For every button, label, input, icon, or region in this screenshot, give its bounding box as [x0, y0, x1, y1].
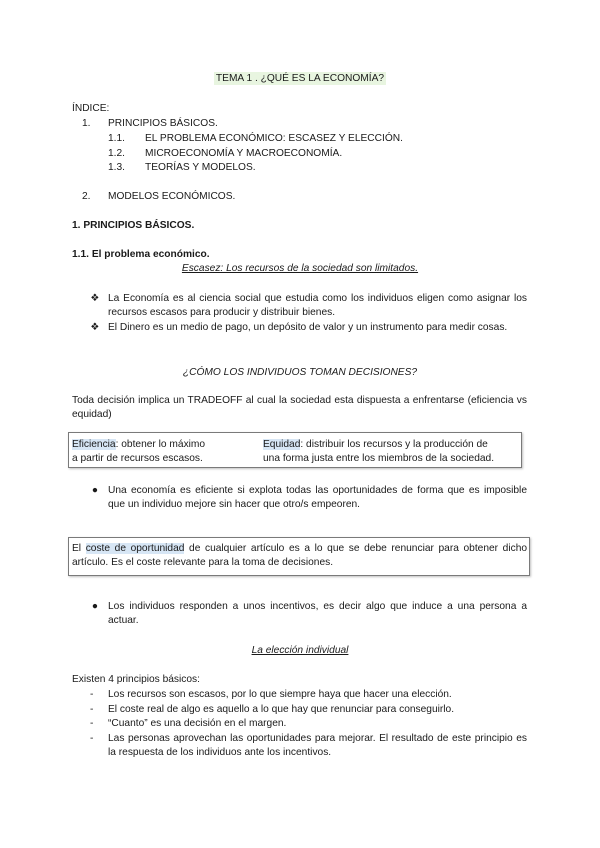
dash-bullet-icon: - [90, 733, 94, 744]
equity-text-2: una forma justa entre los miembros de la sociedad. [263, 453, 495, 464]
dash-bullet-icon: - [90, 718, 94, 729]
bullet-money-definition: El Dinero es un medio de pago, un depósito de valor y un instrumento para medir cosas. [108, 322, 508, 333]
index-item-1-2: MICROECONOMÍA Y MACROECONOMÍA. [145, 148, 343, 159]
efficiency-text-2: a partir de recursos escasos. [72, 453, 203, 464]
efficiency-definition [72, 438, 262, 466]
individual-choice-heading: La elección individual [251, 645, 349, 656]
index-item-1: PRINCIPIOS BÁSICOS. [108, 118, 218, 129]
opportunity-text-post: de cualquier artículo es a lo que se debe renunciar para obtener dicho artículo. Es el coste relevante para la toma de decisiones. [72, 543, 528, 568]
diamond-bullet-icon: ❖ [90, 293, 100, 304]
index-num-1: 1. [82, 118, 91, 129]
decisions-question: ¿CÓMO LOS INDIVIDUOS TOMAN DECISIONES? [182, 367, 418, 378]
dash-bullet-icon: - [90, 689, 94, 700]
diamond-bullet-icon: ❖ [90, 322, 100, 333]
tradeoff-paragraph: Toda decisión implica un TRADEOFF al cual la sociedad esta dispuesta a enfrentarse (eficiencia vs equidad) [72, 395, 527, 420]
equity-definition [263, 438, 519, 466]
index-item-1-1: EL PROBLEMA ECONÓMICO: ESCASEZ Y ELECCIÓN. [145, 133, 403, 144]
principle-3: “Cuanto” es una decisión en el margen. [108, 718, 287, 729]
document-title [0, 72, 600, 86]
index-num-1-3: 1.3. [108, 162, 125, 173]
efficiency-term: Eficiencia [72, 439, 116, 450]
scarcity-definition: Escasez: Los recursos de la sociedad son limitados. [181, 263, 419, 274]
opportunity-cost-definition [72, 542, 527, 570]
dash-bullet-icon: - [90, 704, 94, 715]
equity-term: Equidad [263, 439, 301, 450]
principle-1: Los recursos son escasos, por lo que siempre haya que hacer una elección. [108, 689, 452, 700]
efficiency-text-1: : obtener lo máximo [115, 439, 206, 450]
index-heading: ÍNDICE: [72, 103, 110, 114]
opportunity-cost-term: coste de oportunidad [85, 543, 185, 554]
section-heading: 1. PRINCIPIOS BÁSICOS. [72, 220, 195, 231]
principle-4: Las personas aprovechan las oportunidades para mejorar. El resultado de este principio es la respuesta de los individuos ante los incentivos. [108, 733, 527, 758]
opportunity-text-pre: El [72, 543, 86, 554]
equity-text-1: : distribuir los recursos y la producción de [300, 439, 488, 450]
index-num-2: 2. [82, 191, 91, 202]
principle-2: El coste real de algo es aquello a lo que hay que renunciar para conseguirlo. [108, 704, 455, 715]
bullet-incentives: Los individuos responden a unos incentivos, es decir algo que induce a una persona a actuar. [108, 601, 527, 626]
bullet-economy-definition: La Economía es al ciencia social que estudia como los individuos eligen como asignar los recursos escasos para producir y distribuir bienes. [108, 293, 527, 318]
index-num-1-2: 1.2. [108, 148, 125, 159]
index-item-2: MODELOS ECONÓMICOS. [108, 191, 236, 202]
subsection-heading: 1.1. El problema económico. [72, 249, 210, 260]
dot-bullet-icon: ● [91, 485, 99, 496]
title-highlight: TEMA 1 . ¿QUÉ ES LA ECONOMÍA? [215, 73, 385, 84]
index-num-1-1: 1.1. [108, 133, 125, 144]
principles-intro: Existen 4 principios básicos: [72, 674, 200, 685]
index-item-1-3: TEORÍAS Y MODELOS. [145, 162, 256, 173]
bullet-efficient-economy: Una economía es eficiente si explota todas las oportunidades de forma que es imposible que un individuo mejore sin hacer que otro/s empeoren. [108, 485, 527, 510]
dot-bullet-icon: ● [91, 601, 99, 612]
